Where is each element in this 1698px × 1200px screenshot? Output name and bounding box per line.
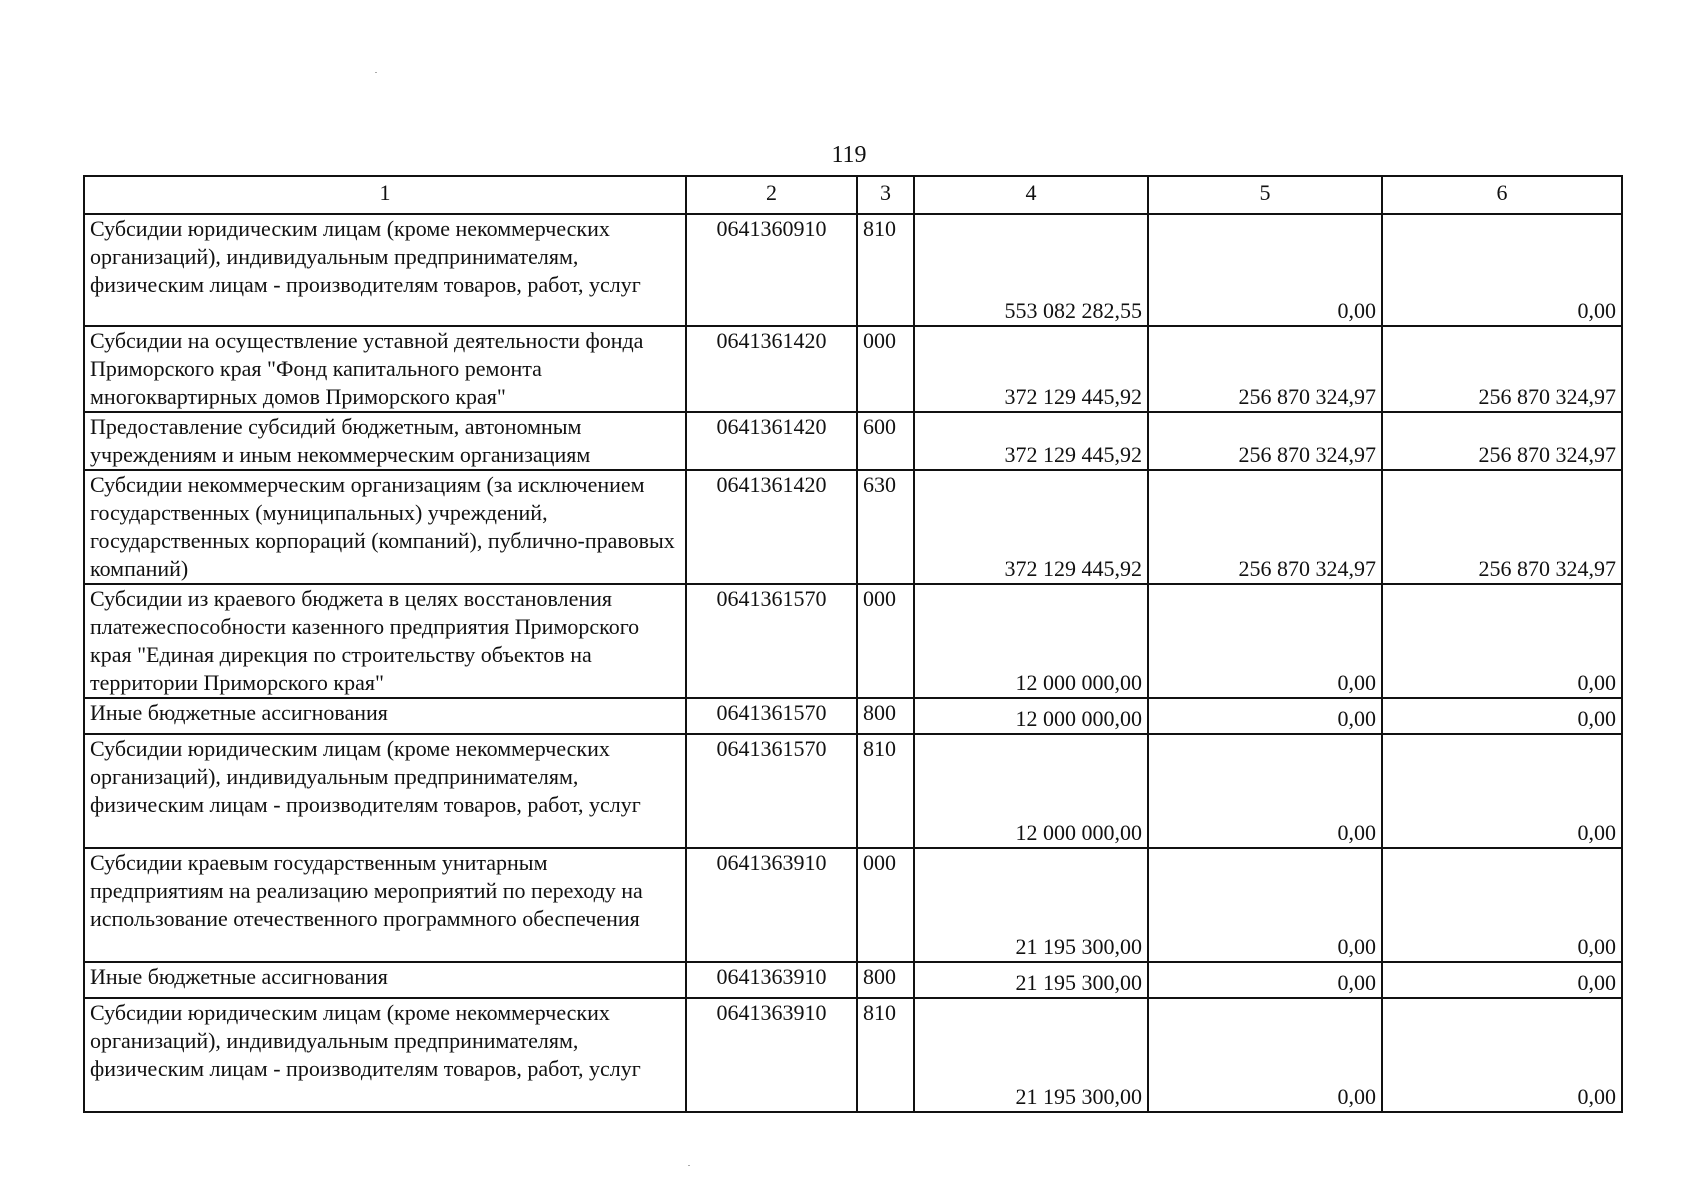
table-row — [84, 962, 1622, 998]
table-row — [84, 214, 1622, 326]
amount-col5: 0,00 — [1148, 734, 1382, 848]
page-number: 119 — [831, 142, 867, 168]
target-code: 0641363910 — [686, 998, 857, 1112]
column-header: 1 — [84, 176, 686, 214]
expense-kind: 000 — [857, 584, 914, 698]
expense-kind: 800 — [857, 698, 914, 734]
column-header: 6 — [1382, 176, 1622, 214]
expense-kind: 800 — [857, 962, 914, 998]
amount-col6: 0,00 — [1382, 734, 1622, 848]
amount-col4: 372 129 445,92 — [914, 470, 1148, 584]
target-code: 0641363910 — [686, 848, 857, 962]
table-row — [84, 326, 1622, 412]
amount-col5: 0,00 — [1148, 214, 1382, 326]
expense-kind: 810 — [857, 734, 914, 848]
table-row — [84, 698, 1622, 734]
amount-col5: 256 870 324,97 — [1148, 470, 1382, 584]
row-description: Предоставление субсидий бюджетным, автономным учреждениям и иным некоммерческим организациям — [84, 412, 686, 470]
row-description: Иные бюджетные ассигнования — [84, 962, 686, 998]
amount-col5: 0,00 — [1148, 998, 1382, 1112]
amount-col6: 256 870 324,97 — [1382, 470, 1622, 584]
table-row — [84, 412, 1622, 470]
column-header: 3 — [857, 176, 914, 214]
row-description: Субсидии некоммерческим организациям (за исключением государственных (муниципальных) учреждений, государственных корпораций (компаний), публично-правовых компаний) — [84, 470, 686, 584]
expense-kind: 810 — [857, 998, 914, 1112]
amount-col6: 256 870 324,97 — [1382, 412, 1622, 470]
row-description: Субсидии юридическим лицам (кроме некоммерческих организаций), индивидуальным предпринимателям, физическим лицам - производителям товаров, работ, услуг — [84, 214, 686, 326]
target-code: 0641361420 — [686, 470, 857, 584]
table-row — [84, 584, 1622, 698]
amount-col5: 0,00 — [1148, 584, 1382, 698]
amount-col5: 256 870 324,97 — [1148, 326, 1382, 412]
amount-col4: 12 000 000,00 — [914, 698, 1148, 734]
expense-kind: 810 — [857, 214, 914, 326]
target-code: 0641363910 — [686, 962, 857, 998]
column-header: 2 — [686, 176, 857, 214]
expense-kind: 000 — [857, 326, 914, 412]
row-description: Субсидии юридическим лицам (кроме некоммерческих организаций), индивидуальным предпринимателям, физическим лицам - производителям товаров, работ, услуг — [84, 998, 686, 1112]
row-description: Субсидии краевым государственным унитарным предприятиям на реализацию мероприятий по переходу на использование отечественного программного обеспечения — [84, 848, 686, 962]
amount-col5: 0,00 — [1148, 848, 1382, 962]
amount-col4: 12 000 000,00 — [914, 584, 1148, 698]
amount-col5: 0,00 — [1148, 698, 1382, 734]
amount-col6: 0,00 — [1382, 698, 1622, 734]
expense-kind: 630 — [857, 470, 914, 584]
table-row — [84, 734, 1622, 848]
amount-col4: 372 129 445,92 — [914, 412, 1148, 470]
scan-speck — [375, 72, 377, 73]
row-description: Иные бюджетные ассигнования — [84, 698, 686, 734]
amount-col6: 0,00 — [1382, 962, 1622, 998]
amount-col6: 0,00 — [1382, 848, 1622, 962]
amount-col4: 21 195 300,00 — [914, 962, 1148, 998]
scan-speck — [688, 1165, 690, 1166]
amount-col5: 0,00 — [1148, 962, 1382, 998]
table-row — [84, 998, 1622, 1112]
row-description: Субсидии из краевого бюджета в целях восстановления платежеспособности казенного предприятия Приморского края "Единая дирекция по строительству объектов на территории Приморского края" — [84, 584, 686, 698]
target-code: 0641361420 — [686, 326, 857, 412]
amount-col6: 0,00 — [1382, 584, 1622, 698]
amount-col6: 0,00 — [1382, 214, 1622, 326]
table-row — [84, 848, 1622, 962]
target-code: 0641361570 — [686, 734, 857, 848]
expense-kind: 000 — [857, 848, 914, 962]
row-description: Субсидии на осуществление уставной деятельности фонда Приморского края "Фонд капитального ремонта многоквартирных домов Приморского края" — [84, 326, 686, 412]
target-code: 0641360910 — [686, 214, 857, 326]
amount-col5: 256 870 324,97 — [1148, 412, 1382, 470]
amount-col4: 553 082 282,55 — [914, 214, 1148, 326]
expense-kind: 600 — [857, 412, 914, 470]
amount-col4: 21 195 300,00 — [914, 998, 1148, 1112]
table-header-row — [84, 176, 1622, 214]
amount-col4: 21 195 300,00 — [914, 848, 1148, 962]
row-description: Субсидии юридическим лицам (кроме некоммерческих организаций), индивидуальным предпринимателям, физическим лицам - производителям товаров, работ, услуг — [84, 734, 686, 848]
budget-table — [83, 175, 1623, 1113]
amount-col6: 0,00 — [1382, 998, 1622, 1112]
target-code: 0641361420 — [686, 412, 857, 470]
amount-col4: 12 000 000,00 — [914, 734, 1148, 848]
target-code: 0641361570 — [686, 698, 857, 734]
table-row — [84, 470, 1622, 584]
column-header: 4 — [914, 176, 1148, 214]
target-code: 0641361570 — [686, 584, 857, 698]
amount-col4: 372 129 445,92 — [914, 326, 1148, 412]
amount-col6: 256 870 324,97 — [1382, 326, 1622, 412]
column-header: 5 — [1148, 176, 1382, 214]
